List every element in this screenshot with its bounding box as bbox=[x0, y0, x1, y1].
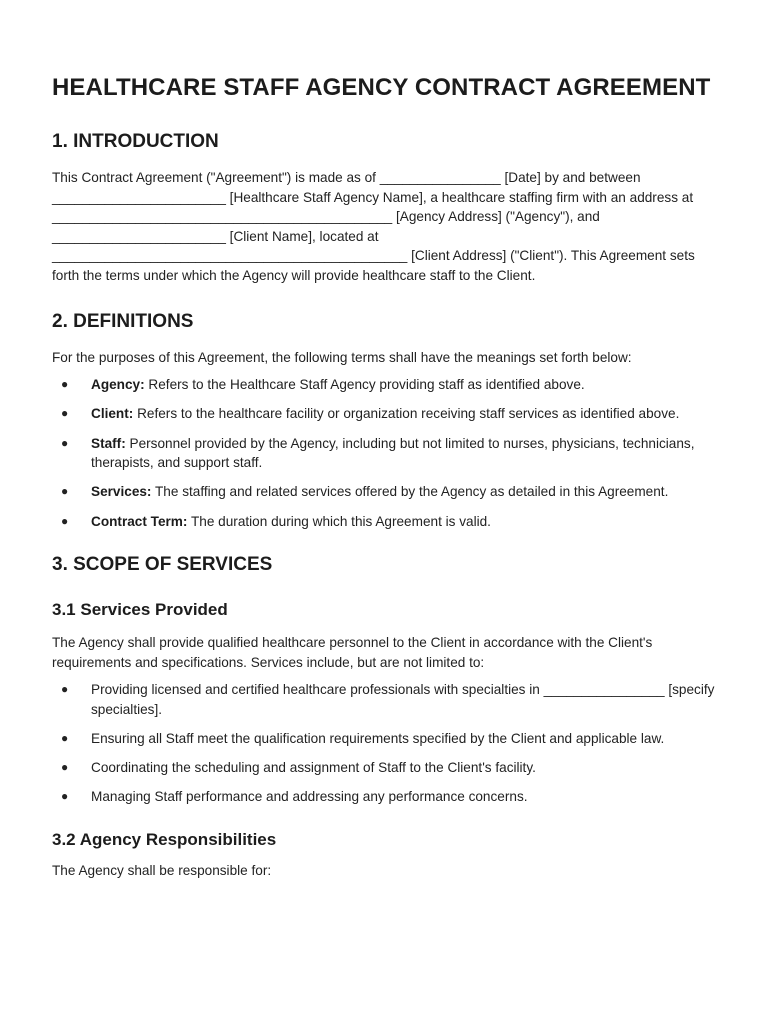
list-item bbox=[52, 729, 718, 749]
bullet-icon: ● bbox=[61, 513, 69, 528]
services-provided-lead: The Agency shall provide qualified healthcare personnel to the Client in accordance with the Client's requirements and specifications. Services include, but are not limited to: bbox=[52, 635, 653, 670]
definition-item-agency bbox=[52, 375, 718, 395]
definitions-list bbox=[52, 375, 718, 531]
list-item bbox=[52, 787, 718, 807]
definition-term: Staff: bbox=[91, 435, 126, 451]
definition-text: Refers to the Healthcare Staff Agency providing staff as identified above. bbox=[144, 377, 585, 393]
definition-item-client bbox=[52, 404, 718, 424]
bullet-icon: ● bbox=[61, 760, 69, 775]
section-scope-of-services bbox=[52, 553, 718, 881]
definition-text: Personnel provided by the Agency, including but not limited to nurses, physicians, technicians, therapists, and support staff. bbox=[91, 435, 695, 471]
bullet-icon: ● bbox=[61, 731, 69, 746]
definition-term: Contract Term: bbox=[91, 513, 188, 529]
subsection-heading-services-provided: 3.1 Services Provided bbox=[52, 600, 228, 620]
section-heading-scope: 3. SCOPE OF SERVICES bbox=[52, 554, 273, 576]
bullet-icon: ● bbox=[61, 435, 69, 450]
bullet-icon: ● bbox=[61, 484, 69, 499]
definition-term: Services: bbox=[91, 484, 152, 500]
definition-item-contract-term bbox=[52, 512, 718, 532]
section-definitions bbox=[52, 310, 718, 532]
bullet-icon: ● bbox=[61, 682, 69, 697]
definition-item-services bbox=[52, 482, 718, 502]
definition-term: Agency: bbox=[91, 377, 145, 393]
list-item bbox=[52, 680, 718, 719]
bullet-icon: ● bbox=[61, 789, 69, 804]
document-title: HEALTHCARE STAFF AGENCY CONTRACT AGREEMENT bbox=[52, 74, 711, 101]
subsection-heading-agency-responsibilities: 3.2 Agency Responsibilities bbox=[52, 830, 277, 850]
definition-item-staff bbox=[52, 434, 718, 473]
introduction-paragraph: This Contract Agreement ("Agreement") is made as of ________________ [Date] by and between _______________________ [Healthcare Staff Agency Name], a healthcare staffing firm with an address at _____________________________________________ [Agency Address] ("Agency"), and _______________________ [Client Name], located at _______________________________________________ [Client Address] ("Client"). This Agreement sets forth the terms under which the Agency will provide healthcare staff to the Client. bbox=[52, 170, 695, 283]
definition-term: Client: bbox=[91, 406, 134, 422]
definitions-lead: For the purposes of this Agreement, the following terms shall have the meanings set forth below: bbox=[52, 349, 632, 365]
section-heading-introduction: 1. INTRODUCTION bbox=[52, 131, 219, 152]
list-item-text: Providing licensed and certified healthcare professionals with specialties in ________________ [specify specialties]. bbox=[91, 682, 715, 717]
definition-text: The duration during which this Agreement is valid. bbox=[187, 513, 491, 529]
bullet-icon: ● bbox=[61, 406, 69, 421]
definition-text: The staffing and related services offered by the Agency as detailed in this Agreement. bbox=[151, 484, 669, 500]
bullet-icon: ● bbox=[61, 377, 69, 392]
agency-responsibilities-lead: The Agency shall be responsible for: bbox=[52, 863, 272, 879]
list-item-text: Coordinating the scheduling and assignment of Staff to the Client's facility. bbox=[91, 760, 536, 776]
section-introduction bbox=[52, 130, 718, 286]
definition-text: Refers to the healthcare facility or organization receiving staff services as identified above. bbox=[133, 406, 680, 422]
list-item bbox=[52, 758, 718, 778]
list-item-text: Managing Staff performance and addressing any performance concerns. bbox=[91, 789, 528, 805]
services-list bbox=[52, 680, 718, 807]
section-heading-definitions: 2. DEFINITIONS bbox=[52, 310, 194, 332]
list-item-text: Ensuring all Staff meet the qualification requirements specified by the Client and applicable law. bbox=[91, 731, 665, 747]
